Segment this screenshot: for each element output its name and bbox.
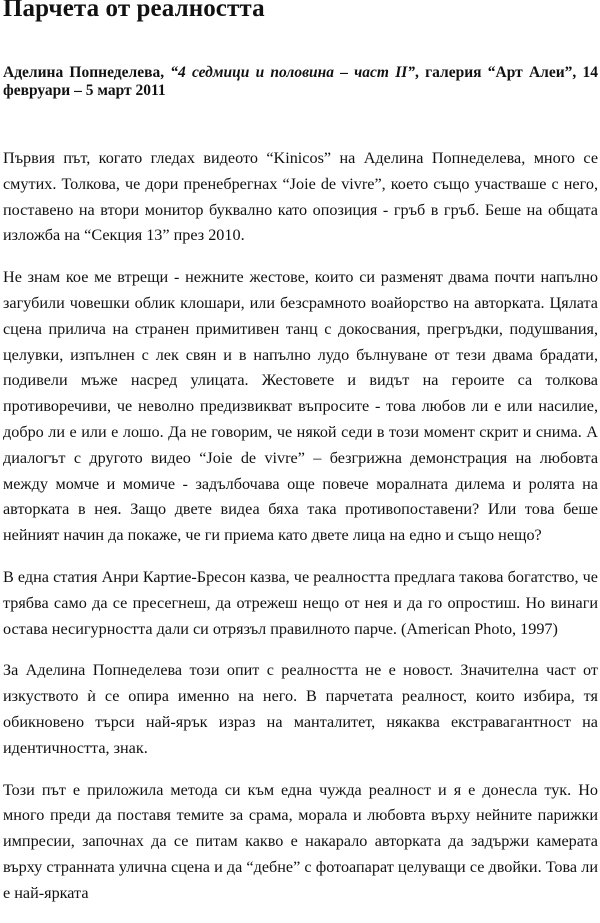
paragraph: Първия път, когато гледах видеото “Kinicos” на Аделина Попнеделева, много се смутих. Толкова, че дори пренебрегнах “Joie de vivre”, което също участваше с него, поставено на втори монитор буквално като опозиция - гръб в гръб. Беше на общата изложба на “Секция 13” през 2010. [3, 149, 598, 245]
separator: , [160, 64, 171, 81]
paragraph: В една статия Анри Картие-Бресон казва, че реалността предлага такова богатство, че трябва само да се пресегнеш, да отрежеш нещо от нея и да го опростиш. Но винаги остава несигурността дали си отрязъл правилното парче. (American Photo, 1997) [3, 567, 598, 638]
document-page [3, 0, 599, 902]
separator: , [415, 64, 426, 81]
exhibition-info [3, 64, 598, 100]
paragraph: За Аделина Попнеделева този опит с реалността не е новост. Значителна част от изкуството ѝ се опира именно на него. В парчетата реалност, които избира, тя обикновено търси най-ярък израз на манталитет, някаква екстравагантност на идентичността, знак. [3, 661, 598, 757]
paragraph: Не знам кое ме втрещи - нежните жестове, които си разменят двама почти напълно загубили човешки облик клошари, или безсрамното воайорство на авторката. Цялата сцена прилича на странен примитивен танц с докосвания, прегръдки, подушвания, целувки, изпълнен с лек свян и в напълно лудо бълнуване от тези двама брадати, подивели мъже насред улицата. Жестовете и видът на героите са толкова противоречиви, че неволно предизвикват въпросите - това любов ли е или насилие, добро ли е или е лошо. Да не говорим, че някой седи в този момент скрит и снима. А диалогът с другото видео “Joie de vivre” – безгрижна демонстрация на любовта между момче и момиче - задълбочава още повече моралната дилема и ролята на авторката в нея. Защо двете видеа бяха така противопоставени? Или това беше нейният начин да покаже, че ги приема като двете лица на едно и също нещо? [3, 268, 598, 545]
venue-and-dates: галерия “Арт Алеи”, 14 февруари – 5 март 2011 [3, 64, 599, 99]
paragraph: Този път е приложила метода си към една чужда реалност и я е донесла тук. Но много преди да поставя темите за срама, морала и любовта върху нейните парижки импресии, започнах да се питам какво е накарало авторката да задържи камерата върху странната улична сцена и да “дебне” с фотоапарат целуващи се двойки. Това ли е най-ярката [3, 780, 598, 902]
artist-name: Аделина Попнеделева [3, 64, 161, 81]
exhibition-title: “4 седмици и половина – част II” [170, 64, 416, 81]
article-body [3, 146, 598, 923]
article-title: Парчета от реалността [3, 0, 265, 22]
